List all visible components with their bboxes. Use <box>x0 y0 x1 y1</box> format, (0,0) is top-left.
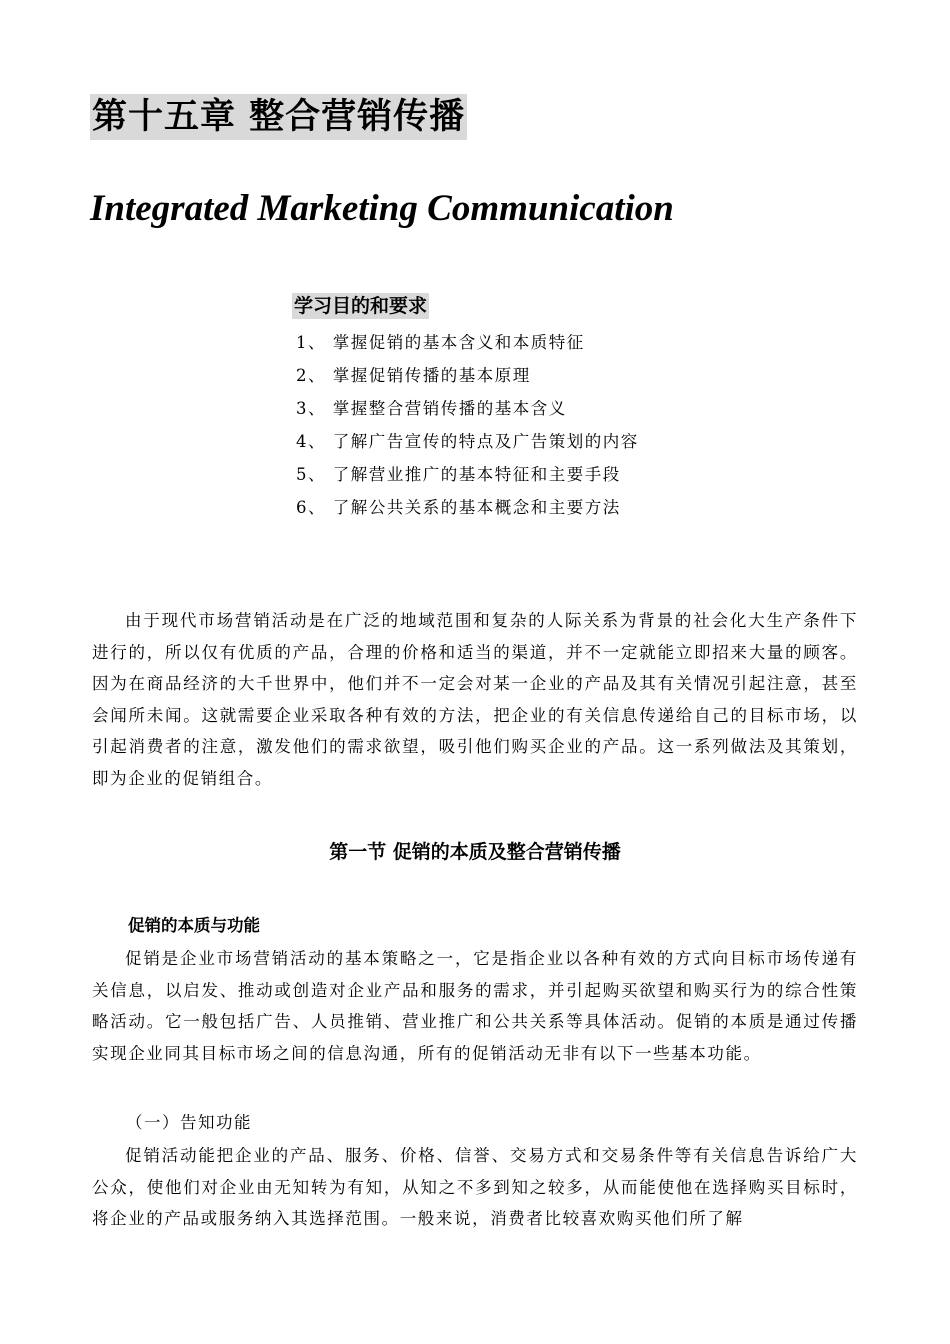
objectives-heading: 学习目的和要求 <box>294 295 428 317</box>
objective-item: 5、 了解营业推广的基本特征和主要手段 <box>296 465 621 484</box>
objective-item: 1、 掌握促销的基本含义和本质特征 <box>296 333 585 352</box>
section-sub-heading: 促销的本质与功能 <box>128 916 260 935</box>
promotion-paragraph: 促销是企业市场营销活动的基本策略之一，它是指企业以各种有效的方式向目标市场传递有关信息，以启发、推动或创造对企业产品和服务的需求，并引起购买欲望和购买行为的综合性策略活动。它一般包括广告、人员推销、营业推广和公共关系等具体活动。促销的本质是通过传播实现企业同其目标市场之间的信息沟通，所有的促销活动无非有以下一些基本功能。 <box>92 949 858 1063</box>
inform-function-paragraph: 促销活动能把企业的产品、服务、价格、信誉、交易方式和交易条件等有关信息告诉给广大公众，使他们对企业由无知转为有知，从知之不多到知之较多，从而能使他在选择购买目标时，将企业的产品或服务纳入其选择范围。一般来说，消费者比较喜欢购买他们所了解 <box>92 1146 858 1229</box>
objective-item: 2、 掌握促销传播的基本原理 <box>296 366 531 385</box>
section-title: 第一节 促销的本质及整合营销传播 <box>329 841 621 863</box>
objectives-list <box>296 330 639 528</box>
objective-item: 3、 掌握整合营销传播的基本含义 <box>296 399 567 418</box>
chapter-subtitle-english: Integrated Marketing Communication <box>90 188 674 229</box>
chapter-title: 第十五章 整合营销传播 <box>90 94 467 140</box>
inform-function-heading: （一）告知功能 <box>126 1113 252 1132</box>
objective-item: 4、 了解广告宣传的特点及广告策划的内容 <box>296 432 639 451</box>
objective-item: 6、 了解公共关系的基本概念和主要方法 <box>296 498 621 517</box>
intro-paragraph: 由于现代市场营销活动是在广泛的地域范围和复杂的人际关系为背景的社会化大生产条件下进行的，所以仅有优质的产品，合理的价格和适当的渠道，并不一定就能立即招来大量的顾客。因为在商品经济的大千世界中，他们并不一定会对某一企业的产品及其有关情况引起注意，甚至会闻所未闻。这就需要企业采取各种有效的方法，把企业的有关信息传递给自己的目标市场，以引起消费者的注意，激发他们的需求欲望，吸引他们购买企业的产品。这一系列做法及其策划，即为企业的促销组合。 <box>92 611 858 788</box>
